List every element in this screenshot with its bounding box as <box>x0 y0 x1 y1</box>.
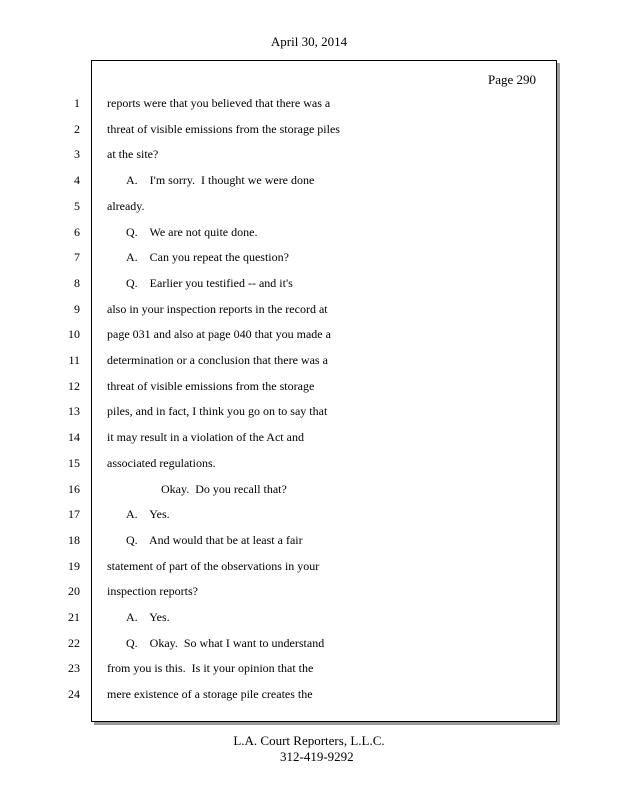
transcript-line-text: statement of part of the observations in your <box>107 559 320 573</box>
line-number: 12 <box>68 379 80 393</box>
line-number: 22 <box>68 636 80 650</box>
transcript-line-text: Q. And would that be at least a fair <box>126 533 303 547</box>
line-number: 8 <box>74 276 80 290</box>
transcript-line-text: A. Can you repeat the question? <box>126 250 289 264</box>
transcript-line-text: inspection reports? <box>107 584 198 598</box>
line-number: 2 <box>74 122 80 136</box>
transcript-line-text: A. Yes. <box>126 507 170 521</box>
transcript-line-text: threat of visible emissions from the storage piles <box>107 122 340 136</box>
transcript-line-text: reports were that you believed that there was a <box>107 96 331 110</box>
line-number: 23 <box>68 661 80 675</box>
line-number: 11 <box>68 353 80 367</box>
transcript-line-text: threat of visible emissions from the storage <box>107 379 315 393</box>
line-number: 16 <box>68 482 80 496</box>
footer-company: L.A. Court Reporters, L.L.C. <box>233 733 385 748</box>
transcript-line-text: at the site? <box>107 147 159 161</box>
transcript-line-text: also in your inspection reports in the record at <box>107 302 328 316</box>
transcript-line-text: associated regulations. <box>107 456 216 470</box>
transcript-line-text: page 031 and also at page 040 that you made a <box>107 327 331 341</box>
transcript-line-text: piles, and in fact, I think you go on to say that <box>107 404 328 418</box>
transcript-line-text: Okay. Do you recall that? <box>161 482 287 496</box>
transcript-line-text: mere existence of a storage pile creates the <box>107 687 313 701</box>
footer-phone: 312-419-9292 <box>280 749 354 764</box>
line-number: 14 <box>68 430 80 444</box>
line-number: 4 <box>74 173 80 187</box>
line-number: 1 <box>74 96 80 110</box>
transcript-line-text: Q. Okay. So what I want to understand <box>126 636 325 650</box>
line-number: 10 <box>68 327 80 341</box>
line-number: 18 <box>68 533 80 547</box>
line-number: 24 <box>68 687 80 701</box>
line-number: 7 <box>74 250 80 264</box>
line-number: 9 <box>74 302 80 316</box>
line-number: 13 <box>68 404 80 418</box>
line-number: 17 <box>68 507 80 521</box>
line-number: 5 <box>74 199 80 213</box>
transcript-line-text: Q. Earlier you testified -- and it's <box>126 276 293 290</box>
line-number: 21 <box>68 610 80 624</box>
line-number: 3 <box>74 147 80 161</box>
line-number: 15 <box>68 456 80 470</box>
line-number: 6 <box>74 225 80 239</box>
transcript-line-text: A. I'm sorry. I thought we were done <box>126 173 315 187</box>
page-number: Page 290 <box>487 72 536 87</box>
line-number: 19 <box>68 559 80 573</box>
header-date: April 30, 2014 <box>270 34 348 49</box>
transcript-line-text: from you is this. Is it your opinion that the <box>107 661 314 675</box>
line-number: 20 <box>68 584 80 598</box>
transcript-line-text: Q. We are not quite done. <box>126 225 258 239</box>
transcript-line-text: determination or a conclusion that there was a <box>107 353 328 367</box>
transcript-line-text: already. <box>107 199 145 213</box>
transcript-line-text: it may result in a violation of the Act and <box>107 430 304 444</box>
transcript-line-text: A. Yes. <box>126 610 170 624</box>
